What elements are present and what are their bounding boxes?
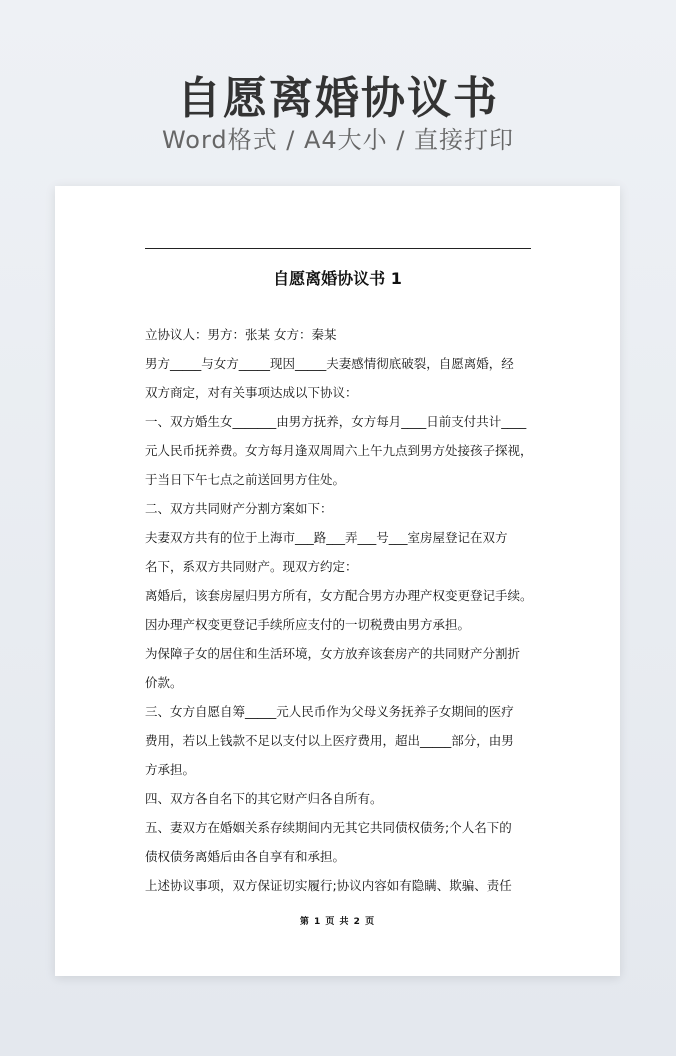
- body-line: 夫妻双方共有的位于上海市___路___弄___号___室房屋登记在双方: [145, 530, 508, 545]
- body-line: 于当日下午七点之前送回男方住处。: [145, 472, 346, 487]
- body-line: 上述协议事项，双方保证切实履行;协议内容如有隐瞒、欺骗、责任: [145, 878, 512, 893]
- body-line: 名下，系双方共同财产。现双方约定：: [145, 559, 358, 574]
- body-line: 四、双方各自名下的其它财产归各自所有。: [145, 791, 383, 806]
- body-line: 五、妻双方在婚姻关系存续期间内无其它共同债权债务;个人名下的: [145, 820, 512, 835]
- document-page: [55, 186, 620, 976]
- body-line: 方承担。: [145, 762, 196, 777]
- main-title: 自愿离婚协议书: [177, 73, 499, 124]
- body-line: 离婚后，该套房屋归男方所有，女方配合男方办理产权变更登记手续。: [145, 588, 533, 603]
- document-title: 自愿离婚协议书 1: [273, 269, 402, 288]
- body-line: 价款。: [145, 675, 183, 690]
- body-line: 元人民币抚养费。女方每月逢双周周六上午九点到男方处接孩子探视，: [145, 443, 533, 458]
- body-line: 为保障子女的居住和生活环境，女方放弃该套房产的共同财产分割折: [145, 646, 521, 661]
- body-line: 双方商定，对有关事项达成以下协议：: [145, 385, 358, 400]
- body-line: 费用，若以上钱款不足以支付以上医疗费用，超出_____部分，由男: [145, 733, 514, 748]
- header-rule: [145, 248, 531, 249]
- document-body: [145, 320, 541, 900]
- page-number: 第 1 页 共 2 页: [299, 917, 376, 927]
- body-line: 因办理产权变更登记手续所应支付的一切税费由男方承担。: [145, 617, 471, 632]
- body-line: 一、双方婚生女_______由男方抚养，女方每月____日前支付共计____: [145, 414, 527, 429]
- body-line: 立协议人：男方：张某 女方：秦某: [145, 327, 337, 342]
- body-line: 三、女方自愿自筹_____元人民币作为父母义务抚养子女期间的医疗: [145, 704, 514, 719]
- body-line: 男方_____与女方_____现因_____夫妻感情彻底破裂，自愿离婚，经: [145, 356, 514, 371]
- subtitle: Word格式 / A4大小 / 直接打印: [161, 126, 515, 154]
- body-line: 二、双方共同财产分割方案如下：: [145, 501, 333, 516]
- body-line: 债权债务离婚后由各自享有和承担。: [145, 849, 346, 864]
